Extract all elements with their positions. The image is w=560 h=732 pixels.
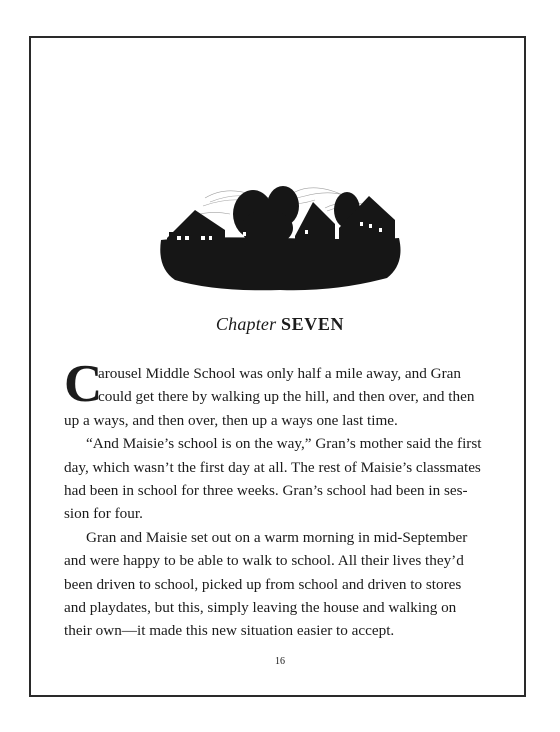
paragraph-3-line-4: and playdates, but this, simply leaving the house and walking on [64, 598, 457, 616]
paragraph-1-line-3: up a ways, and then over, then up a ways one last time. [64, 411, 398, 429]
chapter-word: Chapter [215, 314, 277, 334]
paragraph-2-line-4: sion for four. [64, 505, 143, 523]
paragraph-1-line-2: could get there by walking up the hill, and then over, and then [98, 388, 475, 406]
drop-cap: C [64, 355, 103, 413]
page-number: 16 [275, 656, 285, 667]
paragraph-3-line-2: and were happy to be able to walk to school. All their lives they’d [64, 552, 464, 570]
paragraph-2-line-3: had been in school for three weeks. Gran’s school had been in ses- [64, 481, 468, 499]
houses-silhouette-icon [155, 180, 405, 292]
paragraph-2-line-1: “And Maisie’s school is on the way,” Gran’s mother said the first [86, 435, 482, 453]
chapter-heading [0, 314, 560, 335]
paragraph-2-line-2: day, which wasn’t the first day at all. The rest of Maisie’s classmates [64, 458, 481, 476]
chapter-number: SEVEN [281, 314, 345, 334]
chapter-body [64, 355, 492, 643]
paragraph-1-line-1: arousel Middle School was only half a mile away, and Gran [98, 365, 461, 382]
paragraph-3-line-1: Gran and Maisie set out on a warm morning in mid-September [86, 528, 468, 546]
paragraph-3-line-5: their own—it made this new situation easier to accept. [64, 622, 395, 640]
paragraph-3-line-3: been driven to school, picked up from school and driven to stores [64, 575, 462, 593]
